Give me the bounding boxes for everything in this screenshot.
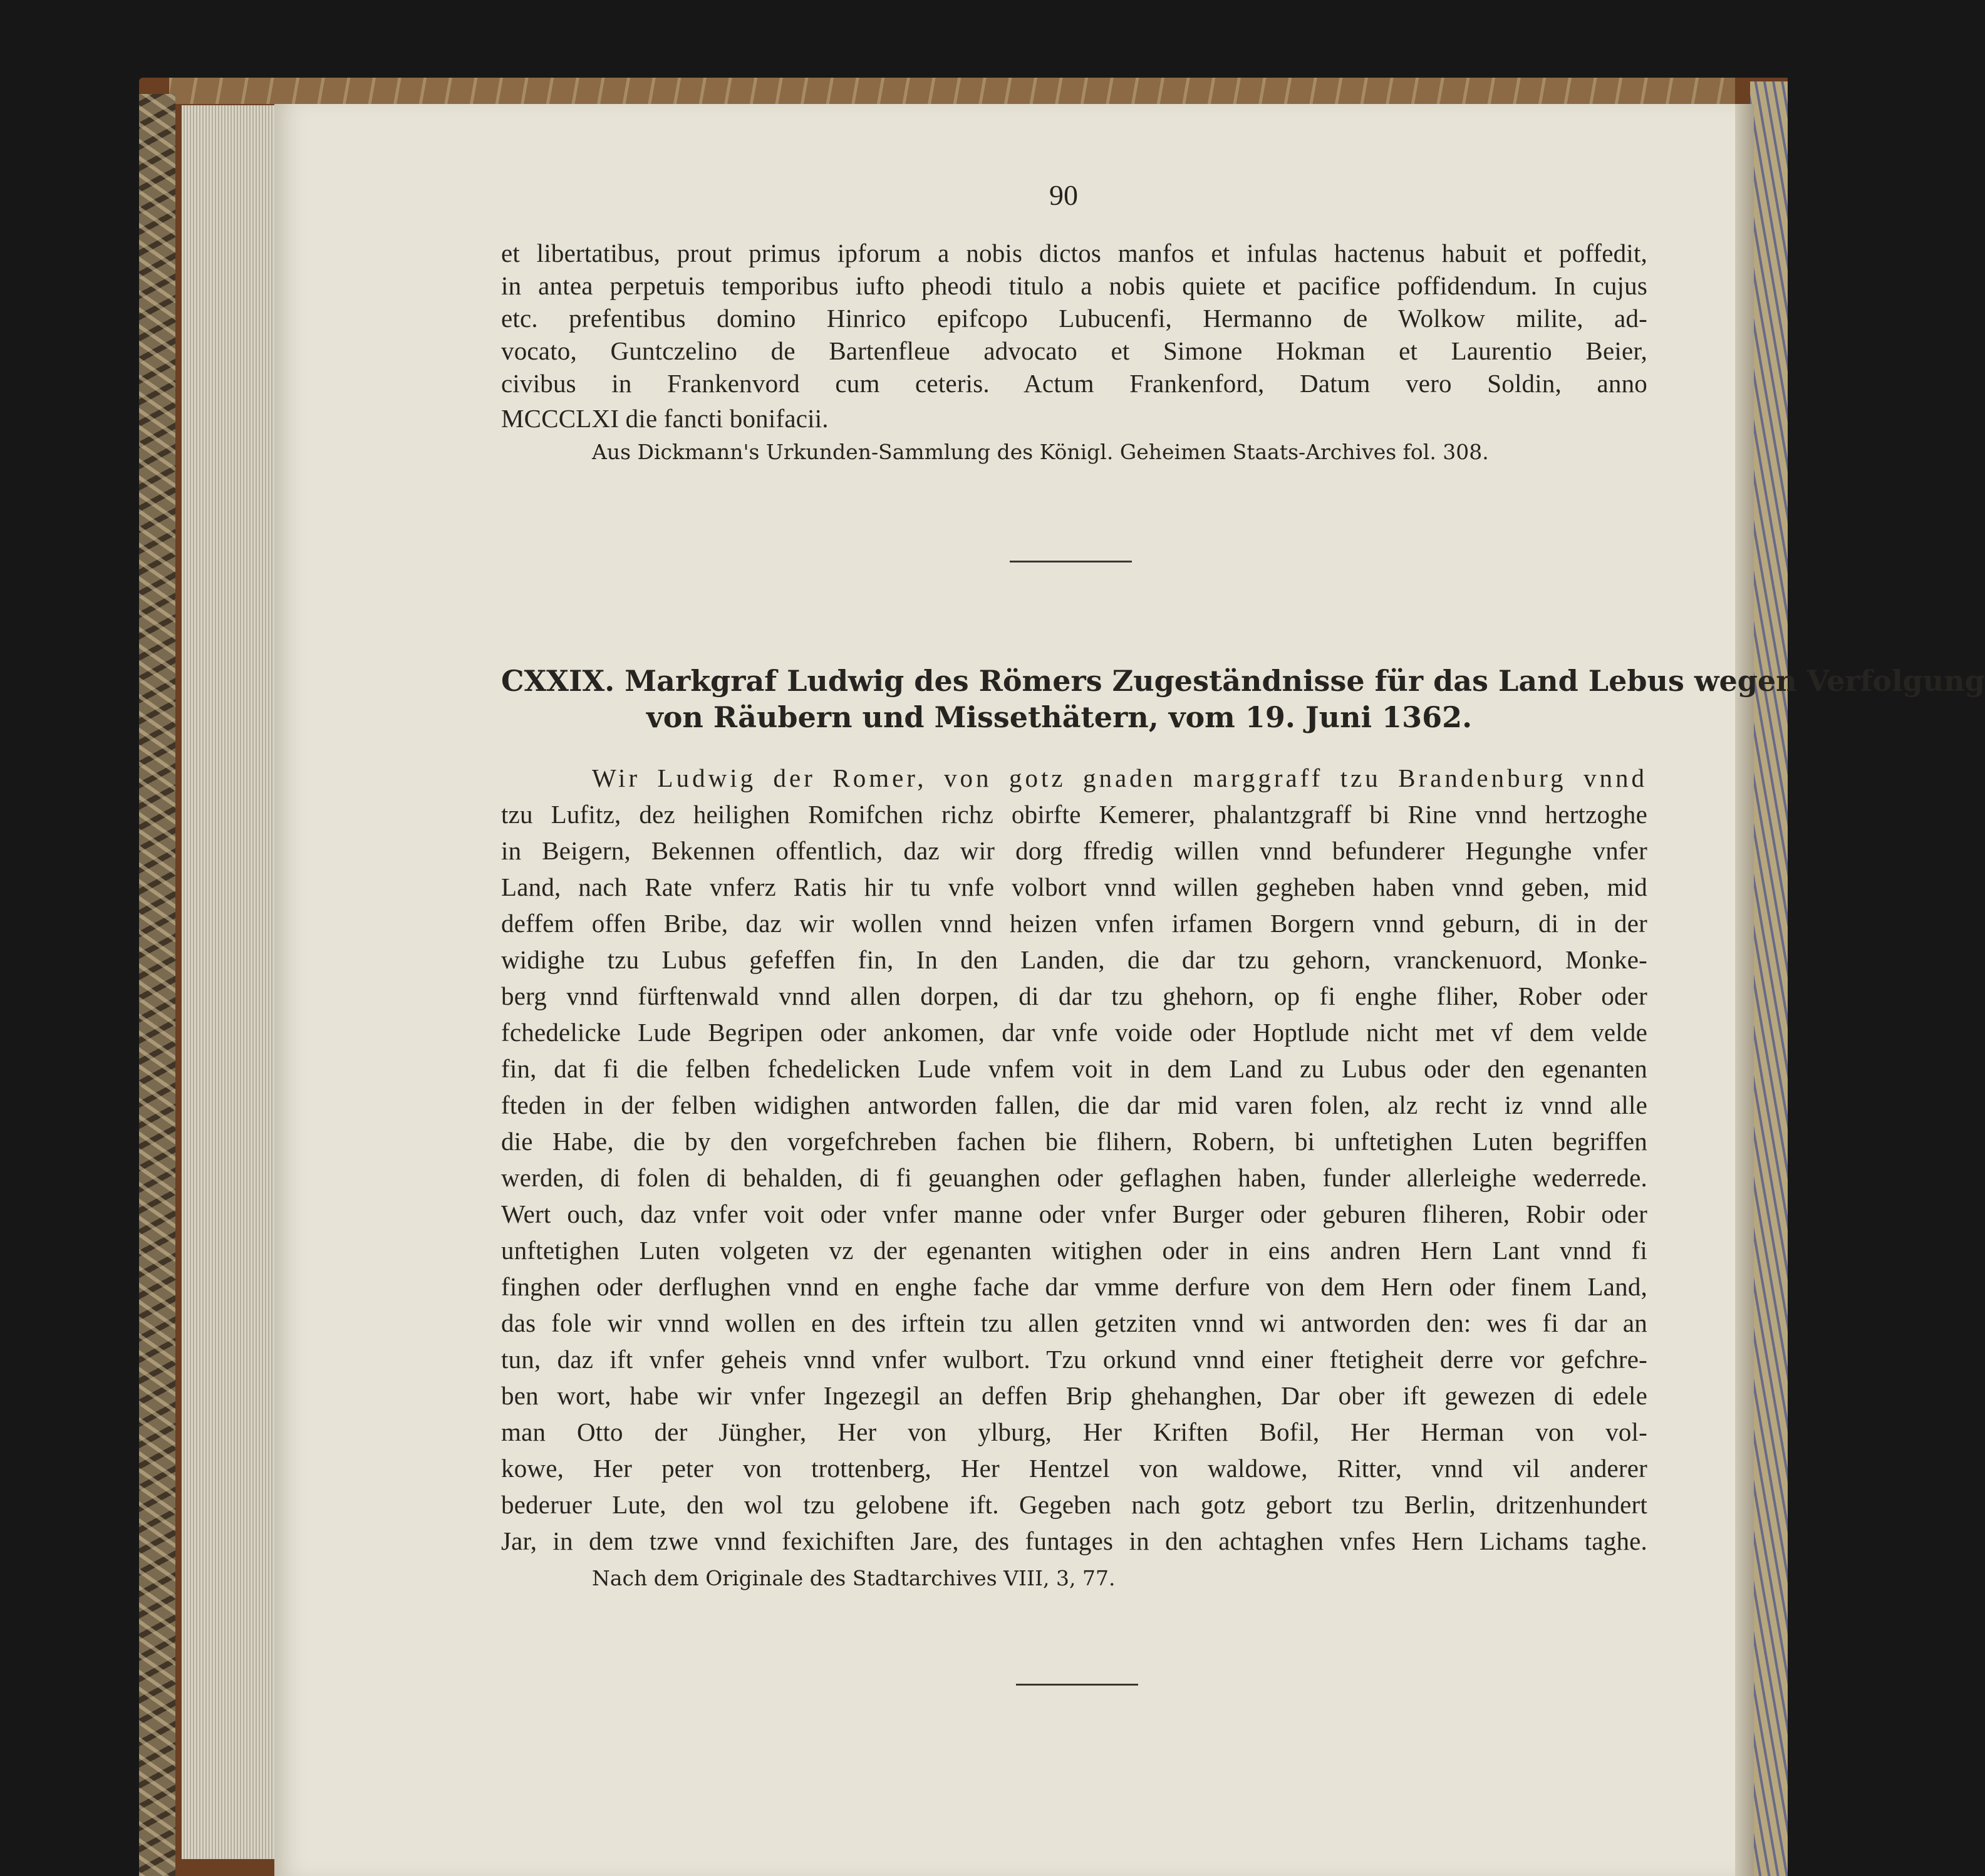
text-line: man Otto der Jüngher, Her von ylburg, Her Kriften Bofil, Her Herman von vol- <box>501 1417 1647 1446</box>
text-line: bederuer Lute, den wol tzu gelobene ift. Gegeben nach gotz gebort tzu Berlin, dritzenhundert <box>501 1490 1647 1519</box>
document-heading: CXXIX. Markgraf Ludwig des Römers Zugeständnisse für das Land Lebus wegen Verfolgung <box>501 664 1985 698</box>
marbled-spine <box>139 94 175 1876</box>
text-line: berg vnnd fürftenwald vnnd allen dorpen, di dar tzu ghehorn, op fi enghe fliher, Rober oder <box>501 982 1647 1010</box>
text-line: civibus in Frankenvord cum ceteris. Actum Frankenford, Datum vero Soldin, anno <box>501 369 1647 398</box>
source-note: Aus Dickmann's Urkunden-Sammlung des Königl. Geheimen Staats-Archives fol. 308. <box>592 440 1489 464</box>
text-line: finghen oder derflughen vnnd en enghe fache dar vmme derfure von dem Hern oder finem Land, <box>501 1272 1647 1301</box>
section-divider <box>1010 561 1132 562</box>
page-edges-right <box>1735 104 1754 1876</box>
text-line: in Beigern, Bekennen offentlich, daz wir dorg ffredig willen vnnd befunderer Hegunghe vnfer <box>501 836 1647 865</box>
text-line: MCCCLXI die fancti bonifacii. <box>501 404 829 433</box>
text-line: Wert ouch, daz vnfer voit oder vnfer manne oder vnfer Burger oder geburen fliheren, Robir oder <box>501 1200 1647 1228</box>
source-note: Nach dem Originale des Stadtarchives VIII, 3, 77. <box>592 1566 1116 1590</box>
marbled-top-edge <box>169 78 1735 104</box>
text-line: werden, di folen di behalden, di fi geuanghen oder geflaghen haben, funder allerleighe wederrede. <box>501 1163 1647 1192</box>
text-line: fin, dat fi die felben fchedelicken Lude vnfem voit in dem Land zu Lubus oder den egenanten <box>501 1054 1647 1083</box>
text-line: Land, nach Rate vnferz Ratis hir tu vnfe volbort vnnd willen gegheben haben vnnd geben, mid <box>501 873 1647 901</box>
text-line: unftetighen Luten volgeten vz der egenanten witighen oder in eins andren Hern Lant vnnd fi <box>501 1236 1647 1265</box>
text-line: Jar, in dem tzwe vnnd fexichiften Jare, des funtages in den achtaghen vnfes Hern Lichams taghe. <box>501 1526 1647 1555</box>
page-number: 90 <box>1049 179 1078 211</box>
text-line: das fole wir vnnd wollen en des irftein tzu allen getziten vnnd wi antworden den: wes fi dar an <box>501 1309 1647 1337</box>
text-line: Wir Ludwig der Romer, von gotz gnaden marggraff tzu Brandenburg vnnd <box>592 764 1647 792</box>
page-edges-left <box>182 105 276 1859</box>
text-line: fchedelicke Lude Begripen oder ankomen, dar vnfe voide oder Hoptlude nicht met vf dem velde <box>501 1018 1647 1047</box>
text-line: tzu Lufitz, dez heilighen Romifchen richz obirfte Kemerer, phalantzgraff bi Rine vnnd hertzoghe <box>501 800 1647 829</box>
text-line: ben wort, habe wir vnfer Ingezegil an deffen Brip ghehanghen, Dar ober ift gewezen di edele <box>501 1381 1647 1410</box>
section-divider <box>1016 1684 1138 1686</box>
text-line: deffem offen Bribe, daz wir wollen vnnd heizen vnfen irfamen Borgern vnnd geburn, di in der <box>501 909 1647 938</box>
text-line: fteden in der felben widighen antworden fallen, die dar mid varen folen, alz recht iz vnnd alle <box>501 1091 1647 1119</box>
text-line: widighe tzu Lubus gefeffen fin, In den Landen, die dar tzu gehorn, vranckenuord, Monke- <box>501 945 1647 974</box>
text-line: kowe, Her peter von trottenberg, Her Hentzel von waldowe, Ritter, vnnd vil anderer <box>501 1454 1647 1483</box>
text-line: in antea perpetuis temporibus iufto pheodi titulo a nobis quiete et pacifice poffidendum. In cujus <box>501 271 1647 300</box>
text-line: et libertatibus, prout primus ipforum a nobis dictos manfos et infulas hactenus habuit et poffedit, <box>501 239 1647 267</box>
text-line: vocato, Guntczelino de Bartenfleue advocato et Simone Hokman et Laurentio Beier, <box>501 336 1647 365</box>
marbled-right-edge <box>1750 81 1788 1876</box>
document-heading-line-2: von Räubern und Missethätern, vom 19. Juni 1362. <box>646 700 1473 734</box>
text-line: etc. prefentibus domino Hinrico epifcopo Lubucenfi, Hermanno de Wolkow milite, ad- <box>501 304 1647 333</box>
text-line: tun, daz ift vnfer geheis vnnd vnfer wulbort. Tzu orkund vnnd einer ftetigheit derre vor gefchre- <box>501 1345 1647 1374</box>
text-line: die Habe, die by den vorgefchreben fachen bie flihern, Robern, bi unftetighen Luten begriffen <box>501 1127 1647 1156</box>
